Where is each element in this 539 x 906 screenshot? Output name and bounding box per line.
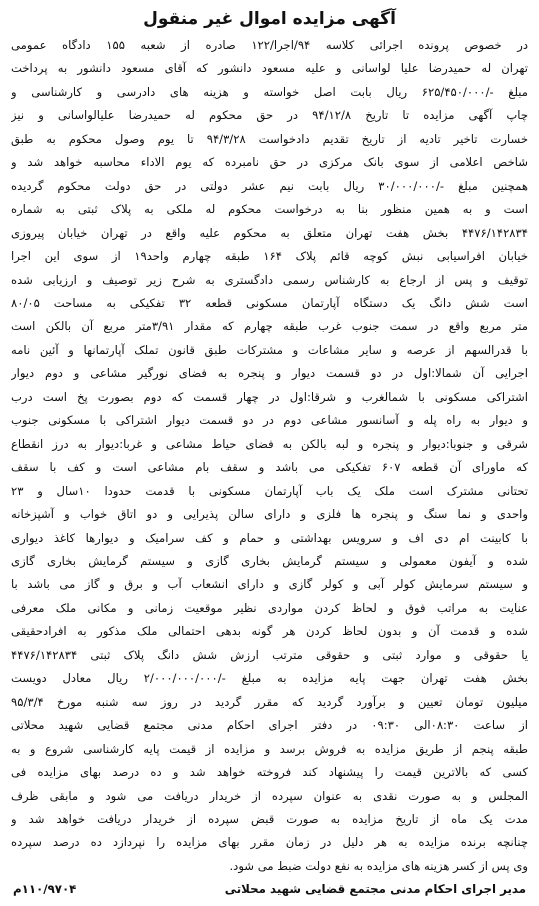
- body-line: است و به همین منظور بنا به درخواست محکوم له ملکی به پلاک ثبتی به شماره: [11, 202, 528, 217]
- body-line: شده و قدمت آن و بدون لحاظ کردن هر گونه بدهی احتمالی ملک مذکور به افرادحقیقی: [11, 624, 528, 639]
- body-line: مدت یک ماه از تاریخ مزایده به صورت قبض سپرده از خریدار دریافت خواهد شد و: [11, 811, 528, 826]
- notice-title: آگهی مزایده اموال غیر منقول: [143, 9, 396, 29]
- body-line: با کابینت ام دی اف و سرویس بهداشتی و حمام و کف سرامیک و دیوارها کاغذ دیواری: [11, 530, 528, 545]
- body-line: کسی که بالاترین قیمت را پیشنهاد کند فروخته خواهد شد و ده درصد بهای مزایده فی: [11, 765, 528, 780]
- body-line: اجرایی آن شمالا:اول در دو قسمت دیوار و پنجره به فضای نورگیر مشاعی و دوم دیوار: [11, 366, 528, 381]
- body-line: شاخص اعلامی از سوی بانک مرکزی در حق نامبرده که یوم الاداء محاسبه خواهد شد و: [11, 155, 528, 170]
- notice-code: ۱۱۰/۹۷۰۴م: [13, 882, 77, 897]
- body-line: خیابان افراسیابی نبش کوچه قائم پلاک ۱۶۴ طبقه چهارم واحد۱۹ از سوی این اجرا: [11, 249, 528, 264]
- body-line: از ساعت ۰۸:۳۰الی ۰۹:۳۰ در دفتر اجرای احکام مدنی مجتمع قضایی شهید محلاتی: [11, 718, 528, 733]
- notice-footer: [11, 878, 528, 900]
- signature-line: مدیر اجرای احکام مدنی مجتمع قضایی شهید محلاتی: [224, 882, 526, 897]
- body-line: المجلس و به صورت نقدی به عنوان سپرده از خریدار دریافت می شود و مابقی ظرف: [11, 788, 528, 803]
- body-line: چاپ آگهی مزایده تا تاریخ ۹۴/۱۲/۸ در حق محکوم له حمیدرضا علیالواسانی و نیز: [11, 108, 528, 123]
- body-line: و سیستم سرمایش کولر آبی و کولر گازی و دارای انشعاب آب و برق و گاز می باشد با: [11, 577, 528, 592]
- body-line: طبقه پنجم از طریق مزایده به فروش برسد و مزایده از قیمت پایه کارشناسی شروع و به: [11, 741, 528, 756]
- body-line: میلیون تومان تعیین و برآورد گردید که مقرر گردید در روز سه شنبه مورخ ۹۵/۳/۴: [11, 694, 528, 709]
- body-line: توقیف و پس از ارجاع به کارشناس رسمی دادگستری به شرح زیر توصیف و ارزیابی شده: [11, 272, 528, 287]
- body-line: که ماورای آن قطعه ۶۰۷ تفکیکی می باشد و سقف بام مشاعی است و کف با سقف: [11, 460, 528, 475]
- body-line: با قدرالسهم از عرصه و سایر مشاعات و مشترکات طبق قانون تملک آپارتمانها و آئین نامه: [11, 342, 528, 357]
- body-line: یا حقوقی و موارد ثبتی و حقوقی مترتب ارزش شش دانگ پلاک ثبتی ۴۴۷۶/۱۴۲۸۳۴: [11, 647, 528, 662]
- body-line: است شش دانگ یک دستگاه آپارتمان مسکونی قطعه ۳۲ تفکیکی به مساحت ۸۰/۰۵: [11, 295, 528, 310]
- body-line: مبلغ -/۶۲۵/۴۵۰/۰۰۰ ریال بابت اصل خواسته و هزینه های دادرسی و کارشناسی و: [11, 84, 528, 99]
- body-line: بخش هفت تهران جهت پایه مزایده به مبلغ -/۲/۰۰۰/۰۰۰/۰۰۰ ریال معادل دویست: [11, 671, 528, 686]
- body-line: واحدی و نما سنگ و پنجره ها فلزی و دارای سالن پذیرایی و دو اتاق خواب و آشپزخانه: [11, 507, 528, 522]
- body-line: شده و آیفون معمولی و سیستم گرمایش بخاری گازی و سیستم گرمایش بخاری گازی: [11, 553, 528, 568]
- body-line: همچنین مبلغ -/۳۰/۰۰۰/۰۰۰ ریال بابت نیم عشر دولتی در حق دولت محکوم گردیده: [11, 178, 528, 193]
- body-line: ۴۴۷۶/۱۴۲۸۳۴ بخش هفت تهران متعلق به محکوم علیه واقع در تهران خیابان پیروزی: [11, 225, 528, 240]
- body-line: اشتراکی مسکونی با شمالغرب و شرقا:اول در چهار قسمت که دوم بصورت پخ است درب: [11, 389, 528, 404]
- body-line: تحتانی مشترک است ملک یک باب آپارتمان مسکونی با قدمت حدودا ۱۰سال و ۲۳: [11, 483, 528, 498]
- body-line: تهران له حمیدرضا علیا لواسانی و علیه مسعود دانشور که آقای مسعود دانشور به پرداخت: [11, 61, 528, 76]
- body-line: عنایت به مراتب فوق و لحاظ کردن مواردی نظیر موقعیت زمانی و مکانی ملک معرفی: [11, 600, 528, 615]
- body-line: چنانچه برنده مزایده به هر دلیل در زمان مقرر بهای مزایده را نپردازد ده درصد سپرده: [11, 835, 528, 850]
- body-line: شرقی و جنوبا:دیوار و پنجره و لبه بالکن به فضای حیاط مشاعی و غربا:دیوار به درز انقطاع: [11, 436, 528, 451]
- body-line: در خصوص پرونده اجرائی کلاسه ۹۴/اجرا/۱۲۲ صادره از شعبه ۱۵۵ دادگاه عمومی: [11, 38, 528, 52]
- notice-body: [11, 34, 528, 878]
- body-line: و دیوار به راه پله و آسانسور مشاعی دوم در دو قسمت دیوار اشتراکی با مسکونی جنوب: [11, 413, 528, 428]
- body-line: وی پس از کسر هزینه های مزایده به نفع دولت ضبط می شود.: [229, 858, 528, 873]
- body-line: خسارت تاخیر تادیه از تاریخ تقدیم دادخواست ۹۴/۳/۲۸ تا یوم وصول محکوم به طبق: [11, 131, 528, 146]
- body-line: متر مربع واقع در سمت جنوب غرب طبقه چهارم که مقدار ۳/۹۱متر مربع آن بالکن است: [11, 319, 528, 334]
